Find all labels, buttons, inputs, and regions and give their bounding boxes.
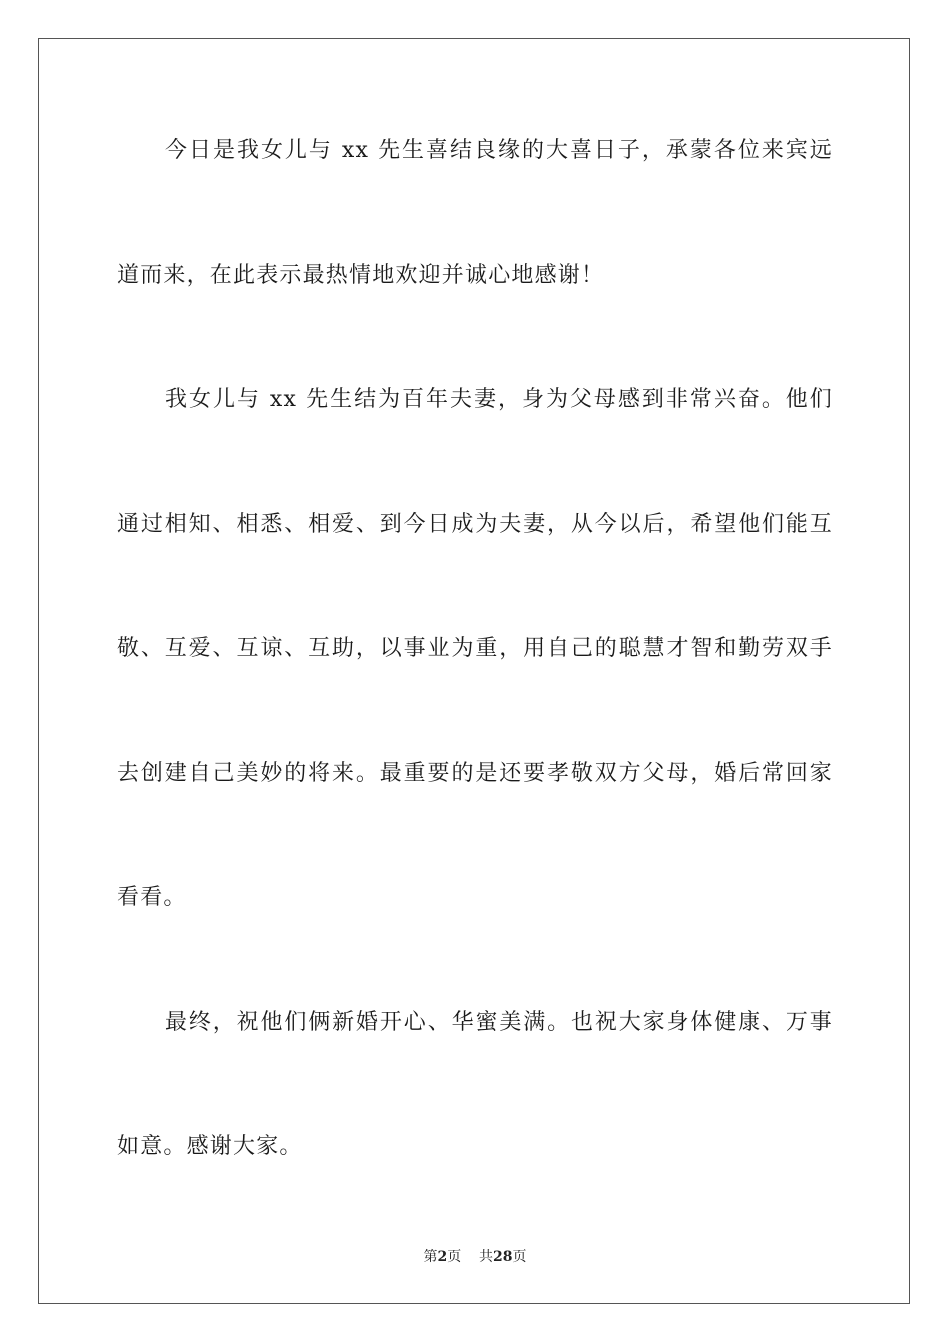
paragraph-3-line-1: 最终，祝他们俩新婚开心、华蜜美满。也祝大家身体健康、万事: [165, 1010, 833, 1035]
page-border: [38, 38, 910, 1304]
paragraph-2-line-3: 敬、互爱、互谅、互助，以事业为重，用自己的聪慧才智和勤劳双手: [117, 636, 833, 661]
paragraph-2-line-2: 通过相知、相悉、相爱、到今日成为夫妻，从今以后，希望他们能互: [117, 512, 833, 537]
paragraph-1-line-1: 今日是我女儿与 xx 先生喜结良缘的大喜日子，承蒙各位来宾远: [165, 138, 833, 163]
paragraph-1-line-2: 道而来，在此表示最热情地欢迎并诚心地感谢！: [117, 263, 605, 288]
page-unit: 页: [447, 1249, 462, 1265]
page-current: 2: [437, 1249, 448, 1265]
page-prefix: 第: [423, 1249, 438, 1265]
paragraph-2-line-5: 看看。: [117, 885, 187, 910]
paragraph-2-line-4: 去创建自己美妙的将来。最重要的是还要孝敬双方父母，婚后常回家: [117, 761, 833, 786]
paragraph-2-line-1: 我女儿与 xx 先生结为百年夫妻，身为父母感到非常兴奋。他们: [165, 387, 833, 412]
paragraph-3-line-2: 如意。感谢大家。: [117, 1134, 303, 1159]
total-unit: 页: [512, 1249, 527, 1265]
total-pages: 28: [493, 1249, 513, 1265]
page-footer: [0, 1247, 950, 1267]
total-prefix: 共: [479, 1249, 494, 1265]
